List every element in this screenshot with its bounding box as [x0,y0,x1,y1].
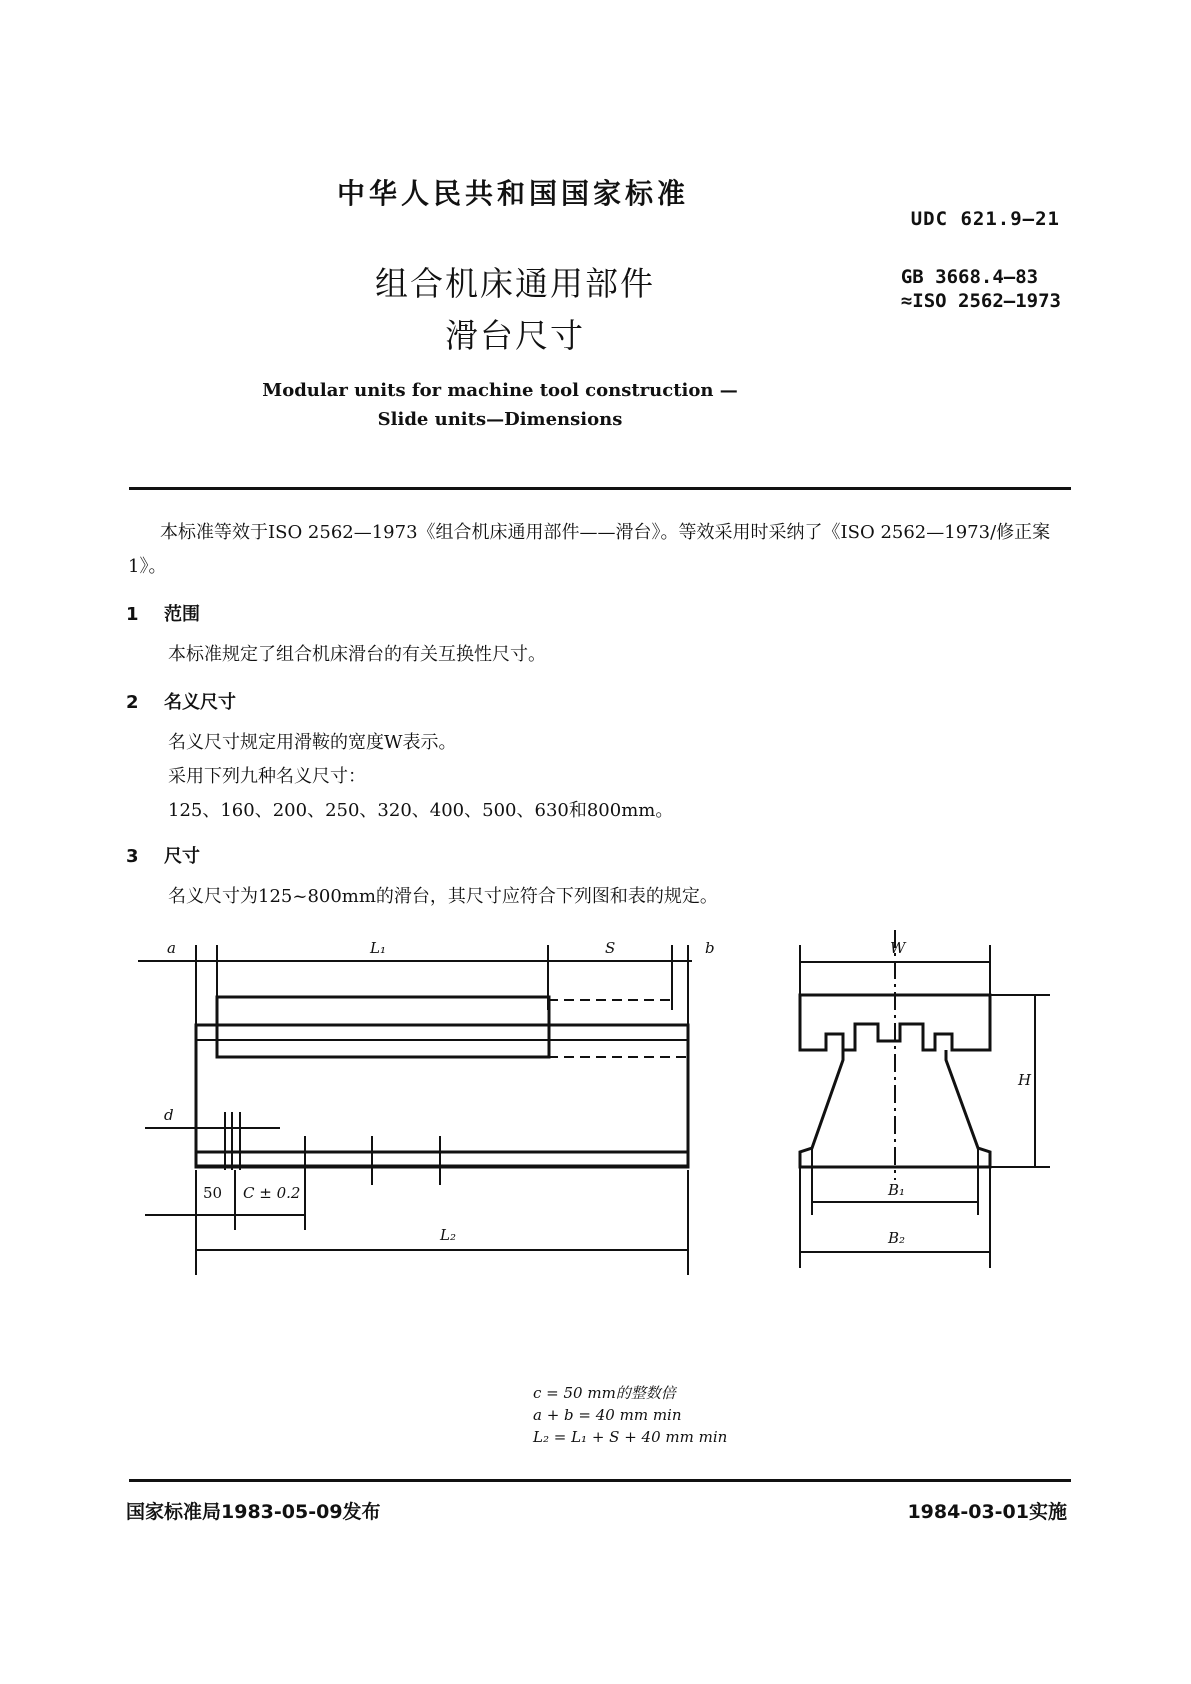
label-b: b [705,939,715,957]
section-title: 范围 [164,604,200,625]
base-bottom-flange [196,1152,688,1166]
side-view [138,945,692,1275]
label-50: 50 [203,1184,223,1202]
section-1-line: 本标准规定了组合机床滑台的有关互换性尺寸。 [168,644,546,665]
label-s: S [605,939,616,957]
label-d: d [164,1106,174,1124]
gb-code: GB 3668.4—83 [900,266,1039,288]
carriage-body [217,997,549,1057]
section-2-line: 采用下列九种名义尺寸： [168,766,366,787]
title-en-line2: Slide units—Dimensions [377,409,623,430]
formula-line: c = 50 mm的整数倍 [533,1384,676,1402]
section-title: 尺寸 [164,846,200,867]
section-title: 名义尺寸 [164,692,236,713]
intro-paragraph: 本标准等效于ISO 2562—1973《组合机床通用部件——滑台》。等效采用时采纳了《ISO 2562—1973/修正案1》。 [128,522,1051,577]
title-en-line1: Modular units for machine tool construction — [262,380,738,401]
label-b1: B₁ [888,1181,906,1199]
label-l1: L₁ [370,939,386,957]
formula-block [533,1382,727,1448]
label-h: H [1018,1071,1032,1089]
title-zh-line2: 滑台尺寸 [445,316,585,355]
section-number: 2 [126,692,139,713]
section-3-line: 名义尺寸为125~800mm的滑台，其尺寸应符合下列图和表的规定。 [168,886,718,907]
label-c: C ± 0.2 [243,1184,301,1202]
end-view [800,930,1050,1268]
section-number: 1 [126,604,139,625]
section-2-line: 名义尺寸规定用滑鞍的宽度W表示。 [168,732,457,753]
label-w: W [890,939,906,957]
national-standard-title: 中华人民共和国国家标准 [337,177,690,210]
iso-equivalent: ≈ISO 2562—1973 [900,290,1061,312]
issue-date: 国家标准局1983-05-09发布 [126,1501,381,1523]
effective-date: 1984-03-01实施 [907,1501,1067,1523]
label-b2: B₂ [888,1229,906,1247]
section-number: 3 [126,846,139,867]
drawing-labels [164,939,1032,1247]
udc-code: UDC 621.9—21 [910,208,1060,230]
label-a: a [167,939,176,957]
footer-divider [129,1479,1071,1482]
base-body [196,1025,688,1167]
label-l2: L₂ [440,1226,456,1244]
formula-line: L₂ = L₁ + S + 40 mm min [533,1428,728,1446]
title-zh-line1: 组合机床通用部件 [375,264,655,303]
section-2-line: 125、160、200、250、320、400、500、630和800mm。 [168,800,674,821]
formula-line: a + b = 40 mm min [533,1406,682,1424]
